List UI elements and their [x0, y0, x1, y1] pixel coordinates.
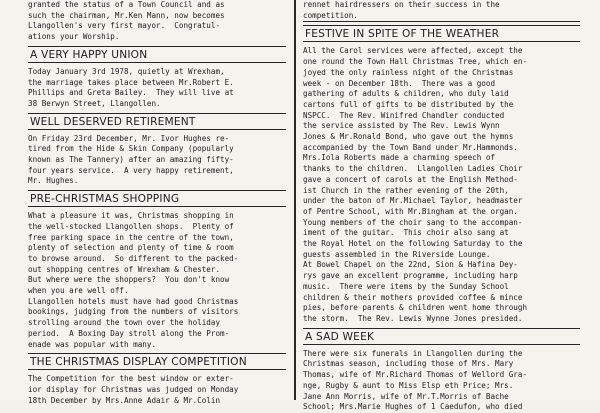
body-line: On Friday 23rd December, Mr. Ivor Hughes re- [28, 133, 230, 143]
article-headline: THE CHRISTMAS DISPLAY COMPETITION [28, 353, 286, 370]
body-line: such the chairman, Mr.Ken Mann, now becomes [28, 10, 225, 20]
body-line: bookings, judging from the numbers of visitors [28, 307, 239, 317]
body-line: Phillips and Greta Bailey. They will live at [28, 88, 234, 98]
body-line: music. There were items by the Sunday School [303, 281, 509, 291]
article-shopping [28, 190, 286, 350]
body-line: competition. [303, 10, 358, 20]
body-line: There were six funerals in Llangollen during the [303, 348, 523, 358]
body-line: The Competition for the best window or exter- [28, 374, 234, 384]
body-line: period. A Boxing Day stroll along the Prom- [28, 328, 230, 338]
body-line: rys gave an excellent programme, including harp [303, 271, 518, 281]
body-line: under the baton of Mr.Michael Taylor, headmaster [303, 196, 523, 206]
body-line: ations your Worship. [28, 32, 120, 42]
article-happy-union [28, 46, 286, 110]
article-headline: WELL DESERVED RETIREMENT [28, 113, 286, 130]
body-line: out shopping centres of Wrexham & Chester. [28, 264, 221, 274]
body-line: cartons full of gifts to be distributed by the [303, 99, 514, 109]
body-line: Jane Ann Morris, wife of Mr.T.Morris of Bache [303, 391, 509, 401]
body-line: Mrs.Iola Roberts made a charming speech of [303, 153, 496, 163]
body-line: known as The Tannery) after an amazing fifty- [28, 155, 234, 165]
body-line: Young members of the choir sang to the accompan- [303, 217, 523, 227]
body-line: joyed the only rainless night of the Christmas [303, 67, 514, 77]
right-intro [303, 0, 580, 22]
body-line: one round the Town Hall Christmas Tree, which en- [303, 57, 528, 67]
body-line: gave a concert of carols at the English Method- [303, 174, 518, 184]
body-line: accompanied by the Town Band under Mr.Hammonds. [303, 142, 518, 152]
body-line: the well-stocked Llangollen shops. Plenty of [28, 221, 234, 231]
body-line: rennet hairdressers on their success in the [303, 0, 500, 9]
body-line: strolling around the town over the holiday [28, 318, 221, 328]
body-line: guests assembled in the Riverside Lounge. [303, 249, 491, 259]
body-line: Mr. Hughes. [28, 176, 79, 186]
body-line: Llangollen's very first mayor. Congratul- [28, 21, 221, 31]
article-headline: PRE-CHRISTMAS SHOPPING [28, 190, 286, 207]
article-display-competition [28, 353, 286, 406]
right-column [303, 0, 580, 413]
left-intro [28, 0, 286, 43]
body-line: pies, before parents & children went home through [303, 303, 528, 313]
body-line: School; Mrs.Marie Hughes of 1 Caedufon, who died [303, 402, 523, 412]
body-line: the storm. The Rev. Lewis Wynne Jones presided. [303, 313, 523, 323]
body-line: Jones & Mr.Ronald Bond, who gave out the hymns [303, 132, 514, 142]
body-line: iment of the guitar. This choir also sang at [303, 228, 509, 238]
body-line: What a pleasure it was, Christmas shopping in [28, 211, 234, 221]
body-line: ior display for Christmas was judged on Monday [28, 384, 239, 394]
body-line: Today January 3rd 1978, quietly at Wrexham, [28, 66, 225, 76]
article-retirement [28, 113, 286, 188]
body-line: 38 Berwyn Street, Llangollen. [28, 98, 161, 108]
body-line: NSPCC. The Rev. Winifred Chandler conducted [303, 110, 505, 120]
body-line: children & their mothers provided coffee & mince [303, 292, 523, 302]
body-line: granted the status of a Town Council and as [28, 0, 225, 9]
body-line: to browse around. So different to the packed- [28, 253, 239, 263]
body-line: plenty of selection and plenty of time & room [28, 243, 234, 253]
body-line: Llangollen hotels must have had good Christmas [28, 296, 239, 306]
body-line: 18th December by Mrs.Anne Adair & Mr.Colin [28, 395, 221, 405]
body-line: ist Church in the rather evening of the 20th, [303, 185, 509, 195]
article-headline: A SAD WEEK [303, 328, 580, 345]
body-line: gathering of adults & children, who duly laid [303, 89, 509, 99]
body-line: the marriage takes place between Mr.Robert E. [28, 77, 234, 87]
body-line: of Pentre School, with Mr.Bingham at the organ. [303, 206, 518, 216]
article-headline: FESTIVE IN SPITE OF THE WEATHER [303, 25, 580, 42]
body-line: tired from the Hide & Skin Company (popularly [28, 144, 234, 154]
body-line: thanks to the children. Llangollen Ladies Choir [303, 164, 523, 174]
body-line: week - on December 18th. There was a good [303, 78, 496, 88]
body-line: Christmas season, including those of Mrs. Mary [303, 359, 514, 369]
column-divider [294, 0, 296, 400]
body-line: when you are well off. [28, 286, 129, 296]
body-line: nge, Rugby & aunt to Miss Elsp eth Price; Mrs. [303, 380, 514, 390]
left-column [28, 0, 286, 406]
body-line: the Royal Hotel on the following Saturday to the [303, 239, 523, 249]
article-sad-week [303, 328, 580, 413]
body-line: the service assisted by The Rev. Lewis Wynn [303, 121, 500, 131]
body-line: free parking space in the centre of the town, [28, 232, 234, 242]
body-line: four years service. A very happy retirement, [28, 165, 234, 175]
body-line: All the Carol services were affected, except the [303, 46, 523, 56]
article-headline: A VERY HAPPY UNION [28, 46, 286, 63]
body-line: But where were the shoppers? You don't know [28, 275, 230, 285]
body-line: Thomas, wife of Mr.Richard Thomas of Wellord Gra- [303, 370, 528, 380]
article-festive [303, 25, 580, 324]
body-line: enade was popular with many. [28, 339, 157, 349]
body-line: At Bowel Chapel on the 22nd, Sion & Hafina Dey- [303, 260, 518, 270]
